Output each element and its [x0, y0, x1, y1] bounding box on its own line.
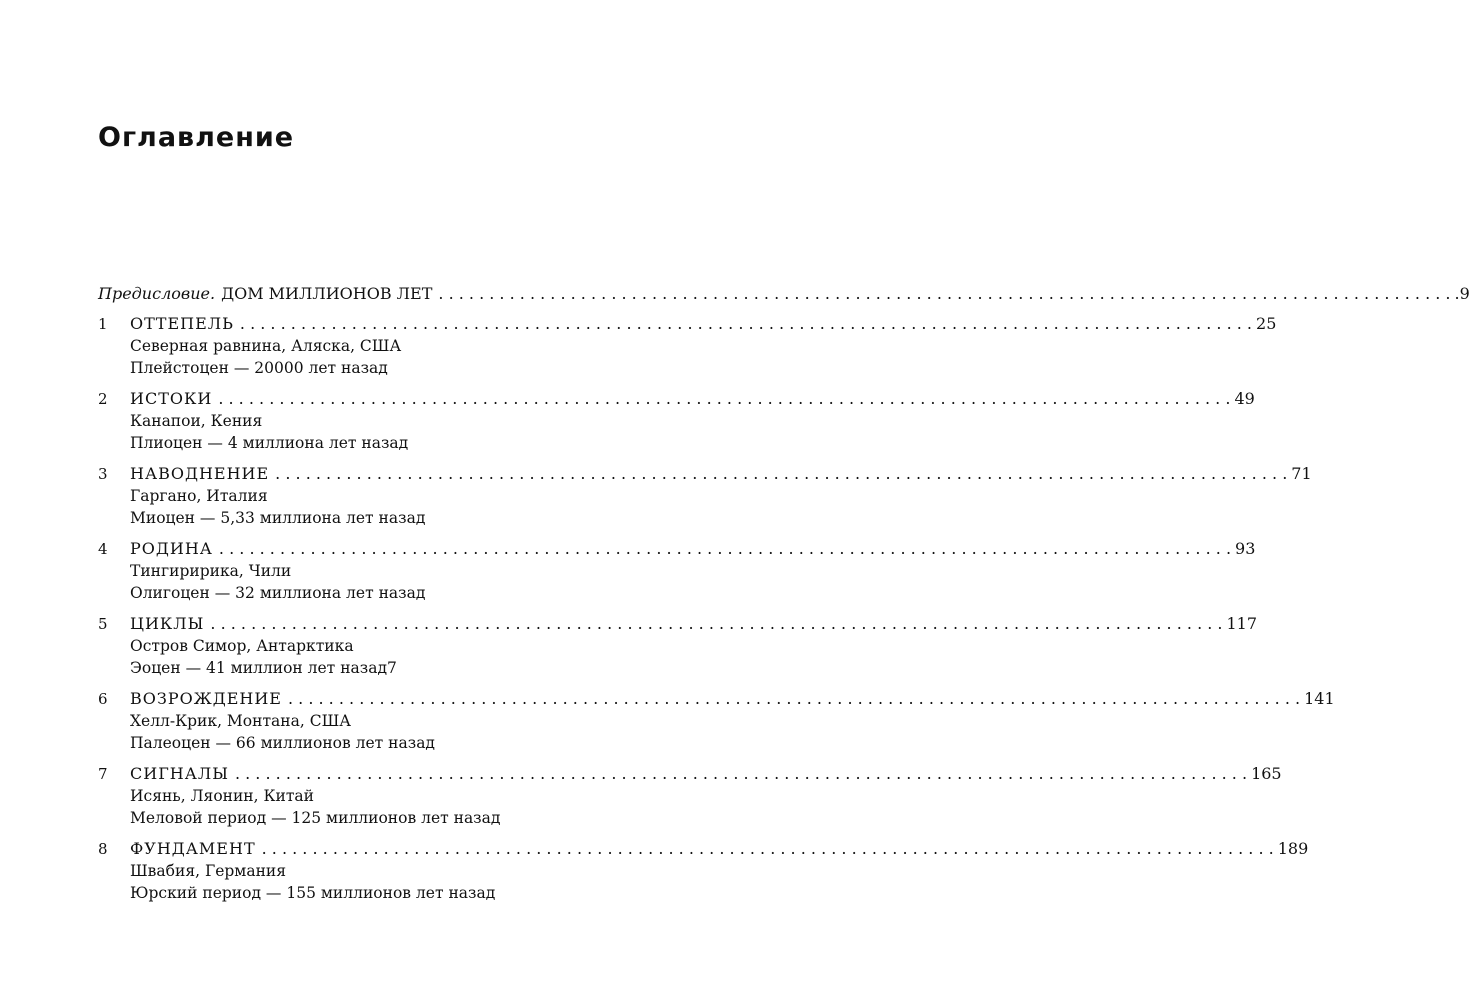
toc-entry-preface[interactable] — [98, 283, 1470, 305]
toc-entry-chapter-2[interactable] — [98, 388, 1255, 454]
page-number: 189 — [1277, 839, 1309, 858]
chapter-place: Швабия, Германия — [130, 862, 287, 880]
toc-entry-chapter-1[interactable] — [98, 313, 1277, 379]
chapter-number: 8 — [98, 840, 108, 858]
chapter-title: ВОЗРОЖДЕНИЕ — [130, 689, 282, 708]
chapter-place: Тингиририка, Чили — [130, 562, 292, 580]
preface-label: Предисловие. — [98, 284, 216, 303]
chapter-title: ОТТЕПЕЛЬ — [130, 314, 234, 333]
chapter-title: ИСТОКИ — [130, 389, 213, 408]
chapter-place: Остров Симор, Антарктика — [130, 637, 354, 655]
toc-entry-chapter-8[interactable] — [98, 838, 1309, 904]
page-number: 117 — [1226, 614, 1258, 633]
page-title: Оглавление — [98, 122, 295, 153]
table-of-contents — [98, 283, 1470, 913]
chapter-place: Гаргано, Италия — [130, 487, 268, 505]
page-number: 71 — [1291, 464, 1312, 483]
dot-leader — [262, 838, 1274, 860]
chapter-number: 1 — [98, 315, 108, 333]
chapter-title: ФУНДАМЕНТ — [130, 839, 256, 858]
toc-entry-chapter-4[interactable] — [98, 538, 1256, 604]
chapter-period: Плиоцен — 4 миллиона лет назад — [130, 434, 409, 452]
chapter-period: Меловой период — 125 миллионов лет назад — [130, 809, 501, 827]
chapter-number: 4 — [98, 540, 108, 558]
chapter-period: Эоцен — 41 миллион лет назад7 — [130, 659, 397, 677]
chapter-place: Исянь, Ляонин, Китай — [130, 787, 314, 805]
page-number: 25 — [1256, 314, 1277, 333]
chapter-place: Хелл-Крик, Монтана, США — [130, 712, 351, 730]
dot-leader — [240, 313, 1252, 335]
chapter-title: СИГНАЛЫ — [130, 764, 229, 783]
toc-entry-chapter-3[interactable] — [98, 463, 1312, 529]
chapter-number: 6 — [98, 690, 108, 708]
dot-leader — [288, 688, 1300, 710]
chapter-title: НАВОДНЕНИЕ — [130, 464, 270, 483]
page-number: 141 — [1304, 689, 1335, 708]
chapter-place: Канапои, Кения — [130, 412, 263, 430]
chapter-number: 7 — [98, 765, 108, 783]
toc-entry-chapter-6[interactable] — [98, 688, 1335, 754]
dot-leader — [219, 538, 1231, 560]
chapter-period: Олигоцен — 32 миллиона лет назад — [130, 584, 426, 602]
preface-title: ДОМ МИЛЛИОНОВ ЛЕТ — [221, 284, 433, 303]
chapter-title: РОДИНА — [130, 539, 213, 558]
chapter-title: ЦИКЛЫ — [130, 614, 205, 633]
dot-leader — [275, 463, 1287, 485]
page-number: 93 — [1235, 539, 1256, 558]
dot-leader — [218, 388, 1230, 410]
page-number: 165 — [1251, 764, 1282, 783]
page-number: 49 — [1234, 389, 1255, 408]
chapter-period: Палеоцен — 66 миллионов лет назад — [130, 734, 435, 752]
dot-leader — [235, 763, 1247, 785]
chapter-number: 3 — [98, 465, 108, 483]
chapter-number: 2 — [98, 390, 108, 408]
dot-leader — [438, 283, 1450, 305]
dot-leader — [210, 613, 1222, 635]
chapter-period: Плейстоцен — 20000 лет назад — [130, 359, 388, 377]
chapter-period: Юрский период — 155 миллионов лет назад — [130, 884, 496, 902]
chapter-period: Миоцен — 5,33 миллиона лет назад — [130, 509, 426, 527]
page-number: .9 — [1454, 284, 1470, 303]
chapter-number: 5 — [98, 615, 108, 633]
toc-entry-chapter-5[interactable] — [98, 613, 1258, 679]
toc-entry-chapter-7[interactable] — [98, 763, 1282, 829]
chapter-place: Северная равнина, Аляска, США — [130, 337, 402, 355]
